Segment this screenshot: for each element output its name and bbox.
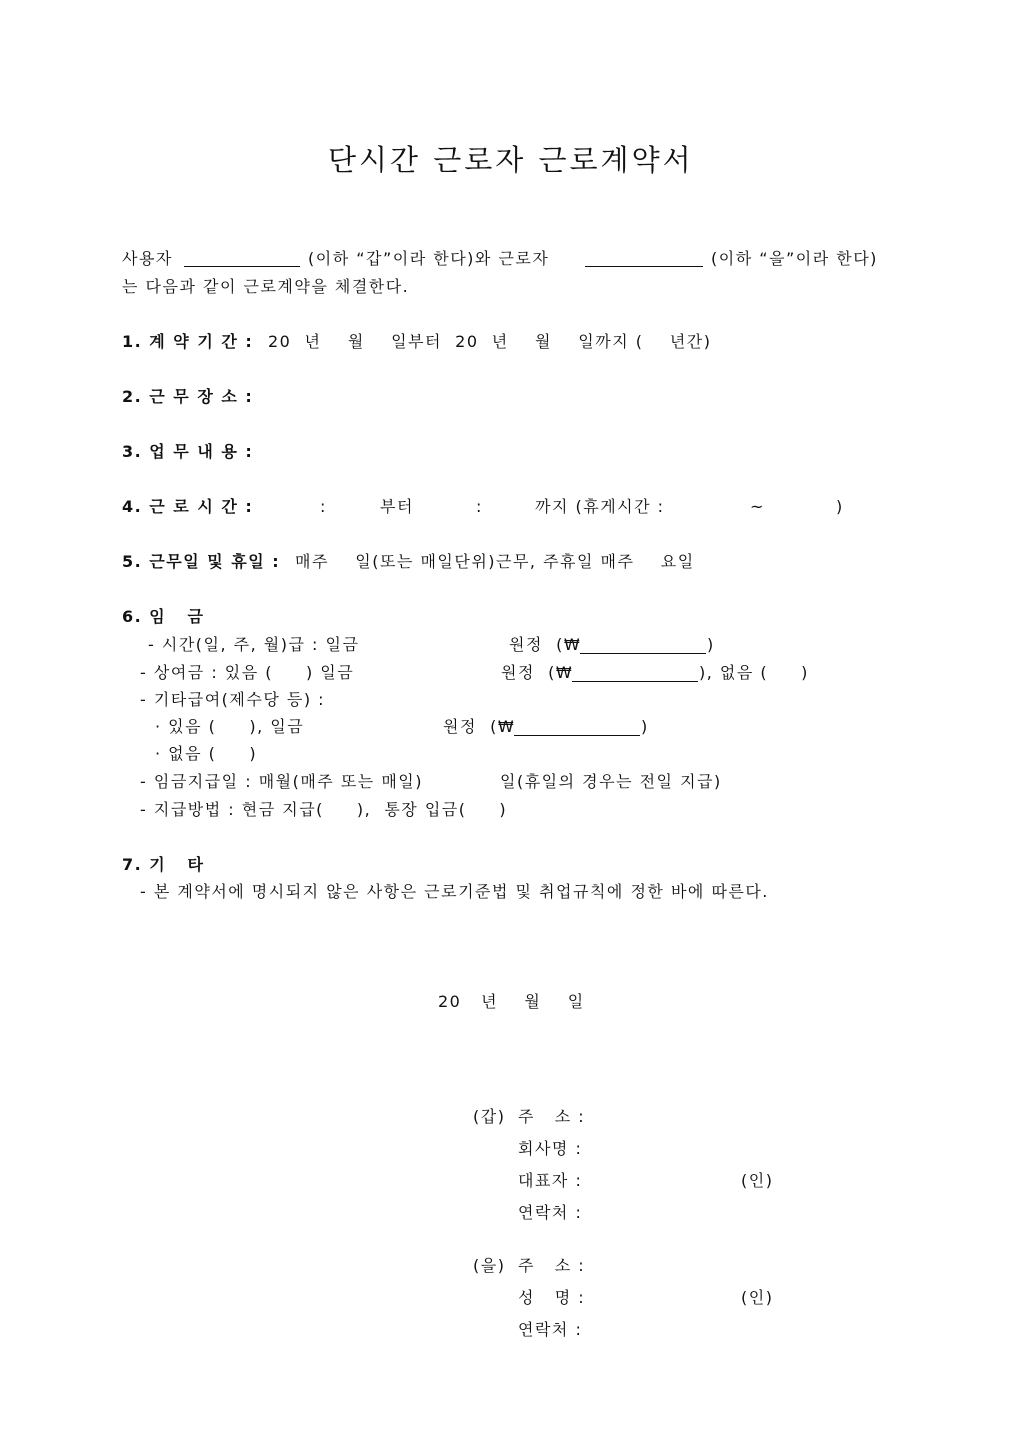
hourly-wage-blank <box>580 653 706 654</box>
workplace-label: 2. 근 무 장 소 : <box>122 387 254 406</box>
employer-blank <box>184 266 300 267</box>
hours-colon-1: : <box>320 497 327 516</box>
document-title: 단시간 근로자 근로계약서 <box>328 143 694 177</box>
party-b-tag: (을) <box>473 1256 506 1275</box>
other-pay-blank <box>514 735 640 736</box>
payday-rest: 일(휴일의 경우는 전일 지급) <box>500 772 722 791</box>
bonus-close: ), 없음 ( ) <box>699 663 809 682</box>
working-hours-label: 4. 근 로 시 간 : <box>122 497 254 516</box>
payday-label: - 임금지급일 : 매월(매주 또는 매일) <box>140 772 424 791</box>
hours-from: 부터 <box>380 497 414 516</box>
party-a-seal: (인) <box>741 1171 774 1190</box>
break-tilde: ~ <box>750 497 765 516</box>
payment-method: - 지급방법 : 현금 지급( ), 통장 입금( ) <box>140 800 508 819</box>
party-b-seal: (인) <box>741 1288 774 1307</box>
hourly-wage-label: - 시간(일, 주, 월)급 : 일금 <box>148 635 360 654</box>
employee-blank <box>585 266 703 267</box>
job-description-label: 3. 업 무 내 용 : <box>122 442 254 461</box>
other-pay-yes-close: ) <box>641 717 649 736</box>
employer-suffix: (이하 “갑”이라 한다)와 근로자 <box>308 249 550 268</box>
party-b-name: 성 명 : <box>518 1288 586 1307</box>
contract-period-label: 1. 계 약 기 간 : <box>122 332 254 351</box>
party-a-company: 회사명 : <box>518 1139 583 1158</box>
party-b-address: 주 소 : <box>518 1256 586 1275</box>
hourly-wage-close: ) <box>707 635 715 654</box>
contract-date: 20 년 월 일 <box>438 992 585 1011</box>
other-terms-text: - 본 계약서에 명시되지 않은 사항은 근로기준법 및 취업규칙에 정한 바에 따른다. <box>140 882 769 901</box>
other-terms-label: 7. 기 타 <box>122 855 205 874</box>
hourly-wage-won: 원정 (₩ <box>509 635 582 654</box>
employee-suffix: (이하 “을”이라 한다) <box>711 249 878 268</box>
other-pay-no: · 없음 ( ) <box>155 744 258 763</box>
hours-until-break: 까지 (휴게시간 : <box>535 497 665 516</box>
party-a-address: 주 소 : <box>518 1107 586 1126</box>
break-close: ) <box>836 497 844 516</box>
wage-label: 6. 임 금 <box>122 607 205 626</box>
other-pay-label: - 기타급여(제수당 등) : <box>140 690 326 709</box>
party-a-tag: (갑) <box>473 1107 506 1126</box>
bonus-won: 원정 (₩ <box>501 663 574 682</box>
hours-colon-2: : <box>476 497 483 516</box>
other-pay-yes-label: · 있음 ( ), 일금 <box>155 717 305 736</box>
other-pay-yes-won: 원정 (₩ <box>443 717 516 736</box>
employer-label: 사용자 <box>122 249 173 268</box>
party-a-contact: 연락처 : <box>518 1203 583 1222</box>
party-b-contact: 연락처 : <box>518 1320 583 1339</box>
bonus-label: - 상여금 : 있음 ( ) 일금 <box>140 663 355 682</box>
party-a-representative: 대표자 : <box>518 1171 583 1190</box>
intro-line-2: 는 다음과 같이 근로계약을 체결한다. <box>122 277 410 296</box>
workdays-label: 5. 근무일 및 휴일 : <box>122 552 281 571</box>
workdays-text: 매주 일(또는 매일단위)근무, 주휴일 매주 요일 <box>295 552 695 571</box>
bonus-blank <box>572 681 698 682</box>
contract-period-text: 20 년 월 일부터 20 년 월 일까지 ( 년간) <box>268 332 712 351</box>
